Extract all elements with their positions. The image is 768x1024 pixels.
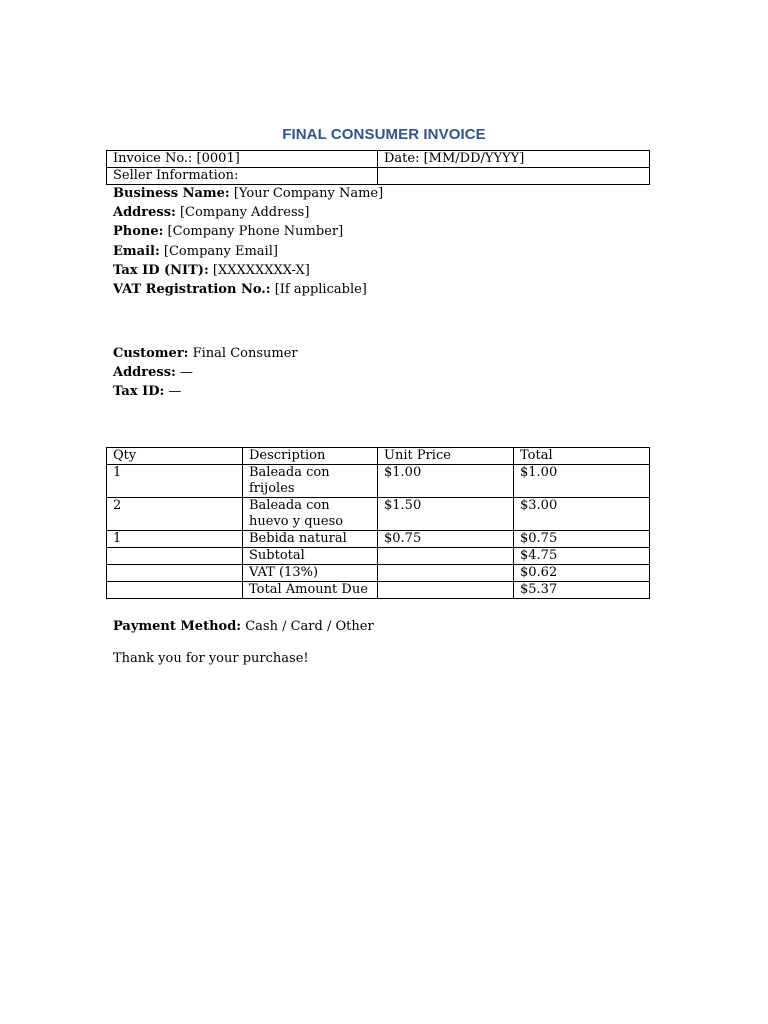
- vat-label: VAT (13%): [243, 565, 378, 582]
- seller-phone-line: [113, 222, 633, 241]
- invoice-header-table: [106, 150, 650, 185]
- unit-price-cell: [378, 565, 514, 582]
- seller-phone-label: Phone:: [113, 224, 164, 240]
- business-name-value: [Your Company Name]: [229, 186, 384, 201]
- payment-method-value: Cash / Card / Other: [241, 619, 374, 634]
- thank-you-note: Thank you for your purchase!: [113, 651, 309, 666]
- subtotal-row: [107, 548, 650, 565]
- items-table: [106, 447, 650, 599]
- seller-email-value: [Company Email]: [159, 243, 278, 259]
- unit-price-cell: [378, 582, 514, 599]
- description-cell: Bebida natural: [243, 531, 378, 548]
- total-cell: $0.75: [514, 531, 650, 548]
- qty-cell: [107, 582, 243, 599]
- column-header-description: Description: [243, 448, 378, 465]
- table-row: [107, 531, 650, 548]
- vat-registration-line: [113, 280, 633, 299]
- customer-address-line: [113, 363, 633, 382]
- customer-address-label: Address:: [113, 365, 176, 381]
- subtotal-value: $4.75: [514, 548, 650, 565]
- table-row: [107, 151, 650, 168]
- vat-row: [107, 565, 650, 582]
- seller-info-empty-cell: [378, 168, 650, 185]
- business-name-label: Business Name:: [113, 186, 230, 201]
- total-due-label: Total Amount Due: [243, 582, 378, 599]
- column-header-qty: Qty: [107, 448, 243, 465]
- customer-value: Final Consumer: [188, 346, 298, 361]
- description-cell: Baleada con huevo y queso: [243, 498, 378, 531]
- seller-phone-value: [Company Phone Number]: [163, 224, 344, 240]
- total-cell: $3.00: [514, 498, 650, 531]
- customer-label: Customer:: [113, 346, 189, 361]
- page-title: FINAL CONSUMER INVOICE: [282, 126, 486, 143]
- column-header-unit-price: Unit Price: [378, 448, 514, 465]
- payment-method: [113, 617, 374, 636]
- customer-line: [113, 344, 633, 363]
- customer-tax-id-value: —: [164, 384, 182, 400]
- table-row: [107, 498, 650, 531]
- seller-tax-id-line: [113, 261, 633, 280]
- qty-cell: 1: [107, 465, 243, 498]
- business-name-line: [113, 184, 633, 203]
- description-cell: Baleada con frijoles: [243, 465, 378, 498]
- unit-price-cell: $0.75: [378, 531, 514, 548]
- unit-price-cell: [378, 548, 514, 565]
- seller-email-label: Email:: [113, 243, 160, 259]
- seller-details: [113, 184, 633, 299]
- vat-registration-value: [If applicable]: [270, 282, 367, 298]
- table-row: [107, 168, 650, 185]
- column-header-total: Total: [514, 448, 650, 465]
- seller-address-label: Address:: [113, 205, 176, 221]
- total-due-value: $5.37: [514, 582, 650, 599]
- seller-tax-id-label: Tax ID (NIT):: [113, 262, 209, 278]
- customer-details: [113, 344, 633, 402]
- seller-address-line: [113, 203, 633, 222]
- qty-cell: 2: [107, 498, 243, 531]
- vat-registration-label: VAT Registration No.:: [113, 282, 271, 298]
- customer-address-value: —: [175, 365, 193, 381]
- total-cell: $1.00: [514, 465, 650, 498]
- seller-email-line: [113, 242, 633, 261]
- customer-tax-id-label: Tax ID:: [113, 384, 165, 400]
- invoice-date: Date: [MM/DD/YYYY]: [378, 151, 650, 168]
- subtotal-label: Subtotal: [243, 548, 378, 565]
- customer-tax-id-line: [113, 382, 633, 401]
- qty-cell: 1: [107, 531, 243, 548]
- unit-price-cell: $1.50: [378, 498, 514, 531]
- payment-method-label: Payment Method:: [113, 619, 242, 634]
- qty-cell: [107, 548, 243, 565]
- seller-address-value: [Company Address]: [175, 205, 310, 221]
- total-due-row: [107, 582, 650, 599]
- vat-value: $0.62: [514, 565, 650, 582]
- seller-tax-id-value: [XXXXXXXX-X]: [208, 262, 310, 278]
- seller-info-heading: Seller Information:: [107, 168, 378, 185]
- invoice-number: Invoice No.: [0001]: [107, 151, 378, 168]
- unit-price-cell: $1.00: [378, 465, 514, 498]
- table-header-row: [107, 448, 650, 465]
- qty-cell: [107, 565, 243, 582]
- table-row: [107, 465, 650, 498]
